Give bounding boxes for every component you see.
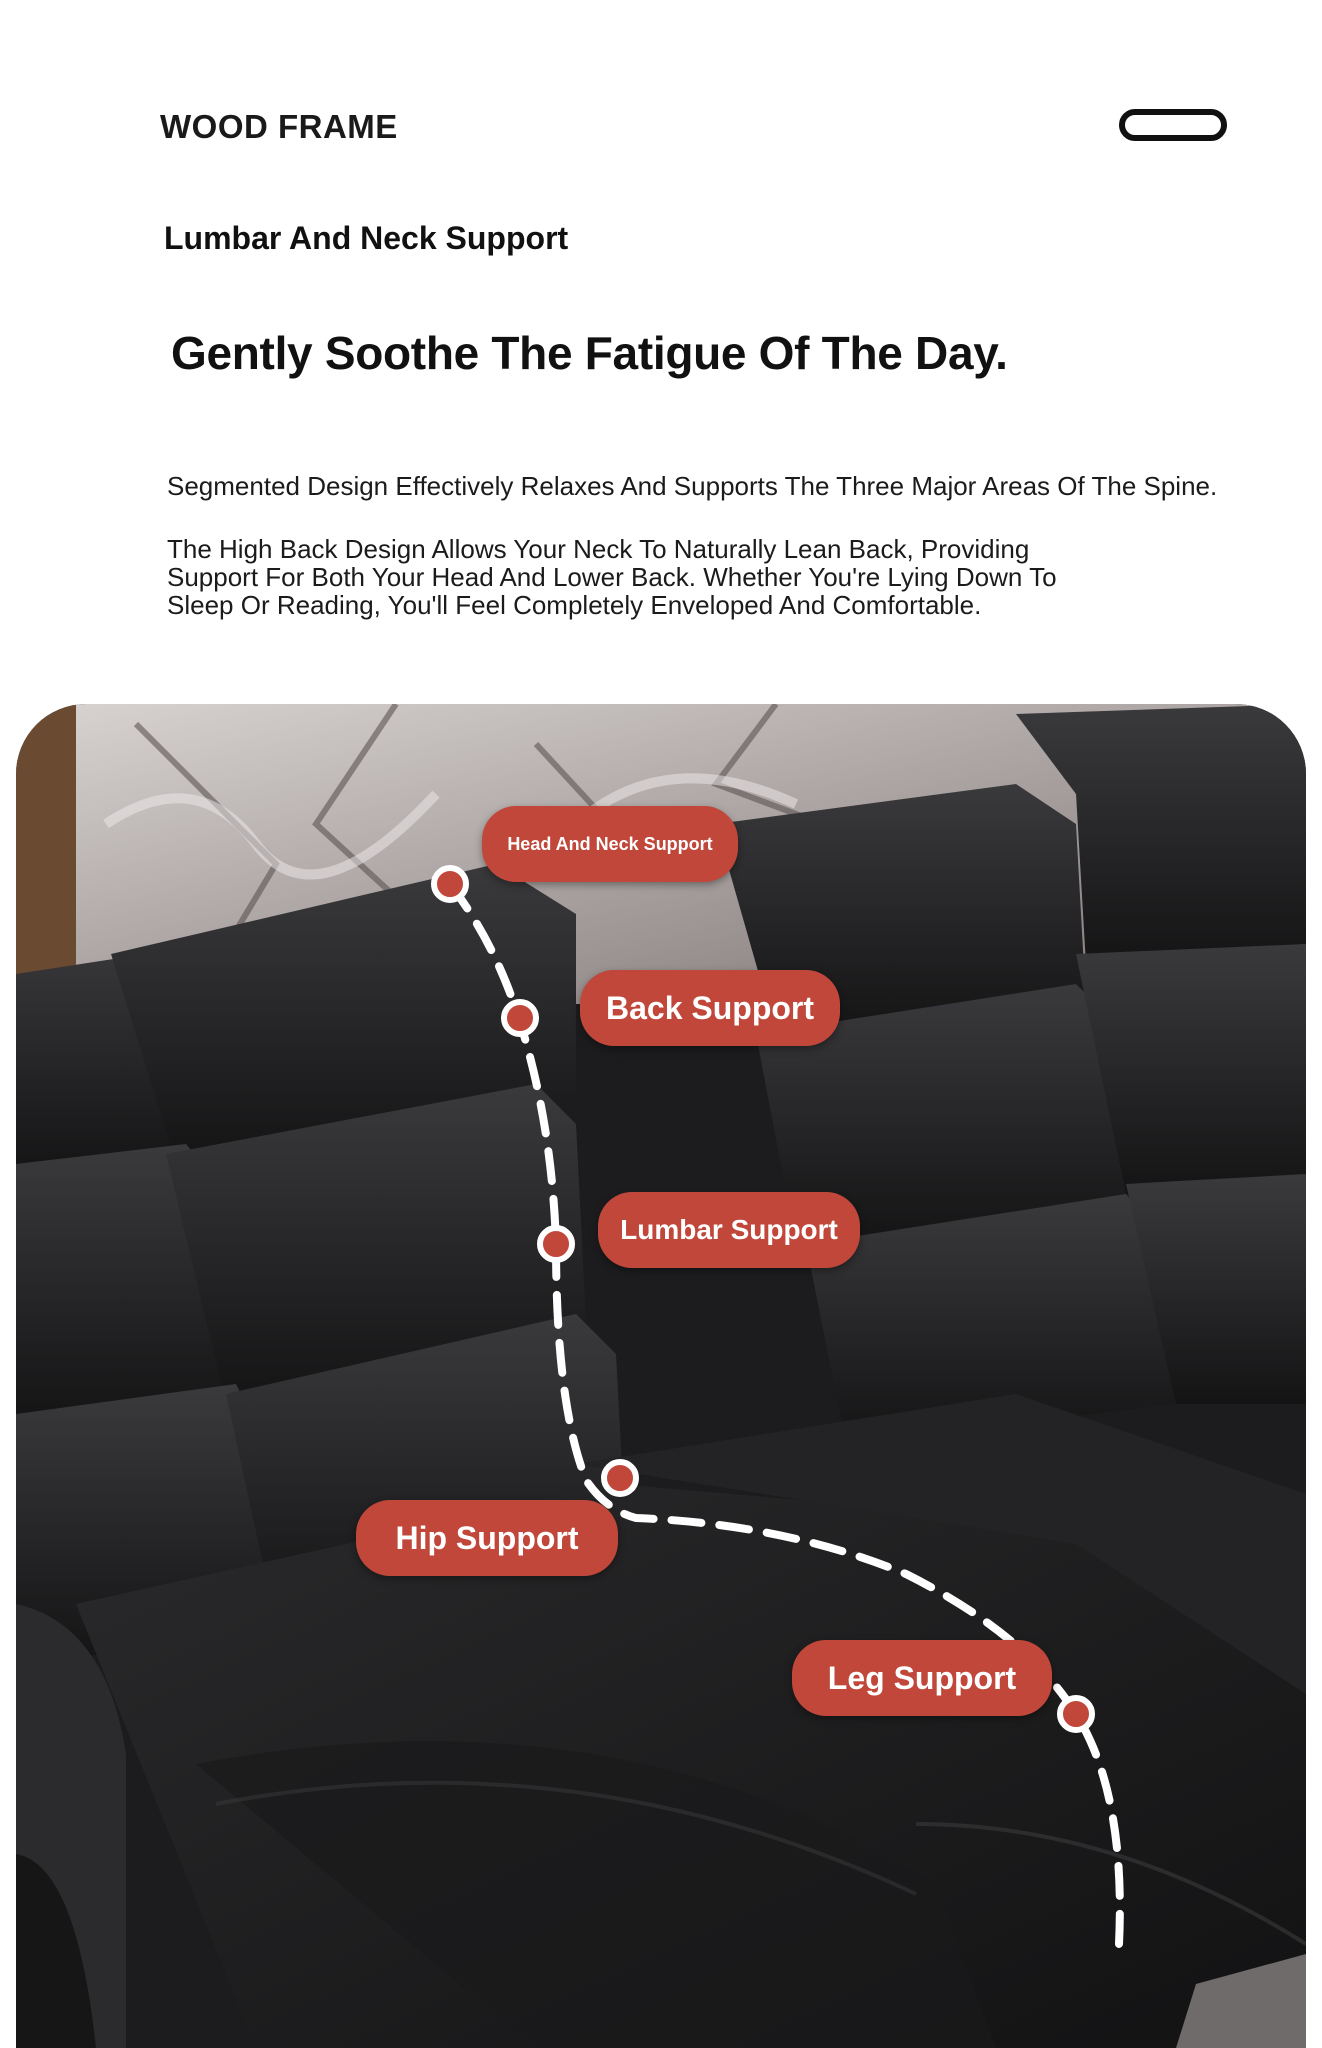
marker-hip xyxy=(604,1462,636,1494)
sofa-photo xyxy=(16,704,1306,2048)
callout-hip: Hip Support xyxy=(356,1500,618,1576)
callout-back: Back Support xyxy=(580,970,840,1046)
marker-lumbar xyxy=(540,1228,572,1260)
paragraph-high-back: The High Back Design Allows Your Neck To Naturally Lean Back, Providing Support For Both Your Head And Lower Back. Whether You're Lying Down To Sleep Or Reading, You'll Feel Completely Enveloped And Comfortable. xyxy=(167,534,1057,620)
headline: Gently Soothe The Fatigue Of The Day. xyxy=(171,327,1008,379)
paragraph-spine: Segmented Design Effectively Relaxes And Supports The Three Major Areas Of The Spine. xyxy=(167,471,1218,501)
callout-leg: Leg Support xyxy=(792,1640,1052,1716)
callout-lumbar: Lumbar Support xyxy=(598,1192,860,1268)
marker-head xyxy=(434,868,466,900)
marker-back xyxy=(504,1002,536,1034)
brand-pill-icon xyxy=(1119,109,1227,141)
section-subtitle: Lumbar And Neck Support xyxy=(164,220,569,256)
callout-head-neck: Head And Neck Support xyxy=(482,806,738,882)
marker-leg xyxy=(1060,1698,1092,1730)
brand-title: WOOD FRAME xyxy=(160,108,398,145)
